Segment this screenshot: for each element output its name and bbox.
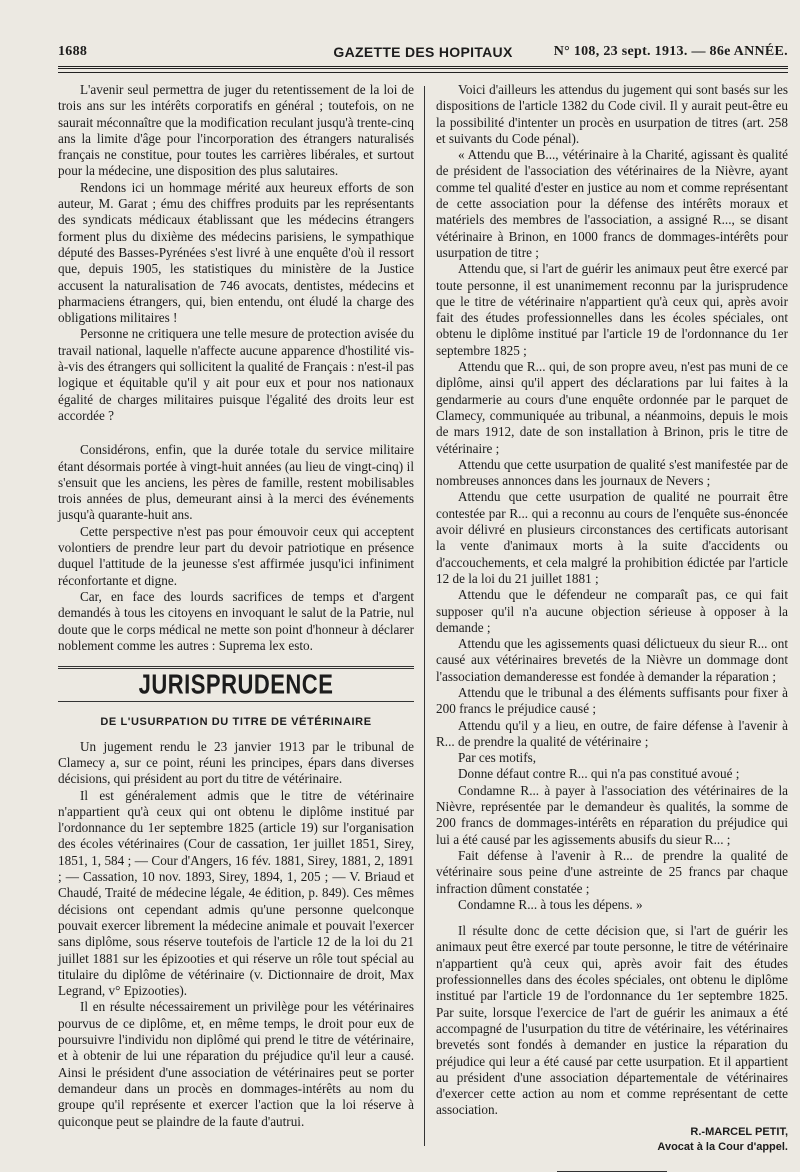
paragraph: Par ces motifs, xyxy=(458,750,537,766)
paragraph: Attendu que, si l'art de guérir les animaux peut être exercé par toute personne, il est unanimement reconnu par la jurisprudence que le titre de vétérinaire n'appartient qu'à ceux qui, après avoir fait des études professionnelles dans les écoles spéciales, ont obtenu le diplôme institué par l'article 19 de l'ordonnance du 1er septembre 1825 ; xyxy=(436,261,788,358)
paragraph: « Attendu que B..., vétérinaire à la Charité, agissant ès qualité de président de l'association des vétérinaires de la Nièvre, ayant comme tel qualité d'ester en justice au nom et comme représentant de cette association pour la défense des intérêts moraux et matériels des membres de l'association, a assigné R..., se disant vétérinaire à Brinon, en 1000 francs de dommages-intérêts pour usurpation de titre ; xyxy=(436,147,788,260)
paragraph: Attendu que le tribunal a des éléments suffisants pour fixer à 200 francs le préjudice causé ; xyxy=(436,684,788,717)
paragraph: Attendu qu'il y a lieu, en outre, de faire défense à l'avenir à R... de prendre la qualité de vétérinaire ; xyxy=(436,717,788,749)
paragraph: Il résulte donc de cette décision que, si l'art de guérir les animaux peut être exercé par toute personne, le titre de vétérinaire n'appartient qu'à ceux qui, après avoir fait des études professionnelles dans des écoles spéciales, ont obtenu le diplôme institué par l'article 19 de l'ordonnance du 1er septembre 1825. Par suite, lorsque l'exercice de l'art de guérir les animaux a été accompagné de l'usurpation du titre de vétérinaire, les vétérinaires brevetés sont fondés à demander en justice la réparation du préjudice qui leur a été causé par cette usurpation. Et il appartient au président d'une association départementale de vétérinaires d'exercer cette action au nom et comme représentant de cette association. xyxy=(436,923,788,1118)
paragraph: Attendu que cette usurpation de qualité s'est manifestée par de nombreuses annonces dans les journaux de Nevers ; xyxy=(436,456,788,489)
page-number: 1688 xyxy=(58,44,88,59)
paragraph: Voici d'ailleurs les attendus du jugement qui sont basés sur les dispositions de l'article 1382 du Code civil. Il y aurait peut-être eu la possibilité d'intenter un procès en usurpation de titres (art. 258 et suivants du Code pénal). xyxy=(436,82,788,146)
left-column xyxy=(58,82,414,1130)
right-column xyxy=(436,82,788,1172)
column-divider xyxy=(424,86,425,1146)
paragraph: Attendu que le défendeur ne comparaît pas, ce qui fait supposer qu'il n'a aucune objection sérieuse à opposer à la demande ; xyxy=(436,587,788,635)
author-role: Avocat à la Cour d'appel. xyxy=(657,1140,788,1153)
paragraph: Il en résulte nécessairement un privilège pour les vétérinaires pourvus de ce diplôme, et, en même temps, le droit pour eux de poursuivre l'individu non diplômé qui prend le titre de vétérinaire, et à obtenir de lui une réparation du préjudice qu'il leur a causé. Ainsi le président d'une association de vétérinaires peut se porter demandeur dans un procès en dommages-intérêts au nom du groupe qu'il représente et exercer l'action que la loi réserve à quiconque peut se plaindre de la faute d'autrui. xyxy=(58,999,414,1129)
paragraph: Condamne R... à payer à l'association des vétérinaires de la Nièvre, représentée par le demandeur ès qualités, la somme de 200 francs de dommages-intérêts en réparation du préjudice qui lui a été causé par les agissements abusifs du sieur R... ; xyxy=(436,782,788,847)
paragraph: Donne défaut contre R... qui n'a pas constitué avoué ; xyxy=(458,766,740,782)
issue-info: N° 108, 23 sept. 1913. — 86e ANNÉE. xyxy=(553,44,788,59)
paragraph: Attendu que R... qui, de son propre aveu, n'est pas muni de ce diplôme, ainsi qu'il appert des déclarations par lui faites à la gendarmerie au cours d'une enquête ordonnée par le parquet de Clamecy, communiquée au tribunal, a néanmoins, depuis le mois de mars 1912, date de son installation à Brinon, pris le titre de vétérinaire ; xyxy=(436,359,788,456)
page-header xyxy=(58,42,788,64)
paragraph: Rendons ici un hommage mérité aux heureux efforts de son auteur, M. Garat ; ému des chiffres produits par les représentants des syndicats médicaux établissant que les médecins étrangers forment plus du dixième des médecins parisiens, le sympathique député des Basses-Pyrénées s'est livré à une enquête d'où il ressort que, depuis 1905, les statistiques du ministère de la Justice accusent la naturalisation de 746 avocats, dentistes, médecins et pharmaciens étrangers, qui, bien entendu, ont éludé la charge des obligations militaires ! xyxy=(58,179,414,326)
paragraph: Car, en face des lourds sacrifices de temps et d'argent demandés à tous les citoyens en invoquant le salut de la Patrie, nul doute que le corps médical ne mette son point d'honneur à déclarer noblement comme les autres : Suprema lex esto. xyxy=(58,588,414,653)
paragraph: Personne ne critiquera une telle mesure de protection avisée du travail national, laquelle n'affecte aucune apparence d'hostilité vis-à-vis des étrangers qui sollicitent la qualité de Français : n'est-il pas logique et équitable qu'il y ait pour eux et pour nos nationaux égalité de charges militaires puisque l'égalité des droits leur est accordée ? xyxy=(58,326,414,423)
paragraph: Attendu que cette usurpation de qualité ne pourrait être contestée par R... qui a reconnu au cours de l'enquête sus-énoncée avoir délivré en plusieurs circonstances des certificats autorisant la vente d'animaux morts à la suite d'accidents ou d'accouchements, et cela malgré la prohibition édictée par l'article 12 de la loi du 21 juillet 1881 ; xyxy=(436,489,788,586)
signature xyxy=(436,1125,788,1155)
paragraph: Il est généralement admis que le titre de vétérinaire n'appartient qu'à ceux qui ont obtenu le diplôme institué par l'ordonnance du 1er septembre 1825 (article 19) sur l'organisation des écoles vétérinaires (Cour de cassation, 1er juillet 1851, Sirey, 1851, 1, 584 ; — Cour d'Angers, 16 fév. 1881, Sirey, 1881, 2, 1891 ; — Cassation, 10 nov. 1893, Sirey, 1894, 1, 205 ; — V. Briaud et Chaudé, Traité de médecine légale, 4e édition, p. 849). Ces mêmes décisions ont cependant admis qu'une personne quelconque pouvait exercer librement la médecine animale et pouvait l'exercer sans diplôme, sous réserve toutefois de l'article 12 de la loi du 21 juillet 1881 sur les épizooties et qui réserve un rôle tout spécial au titulaire du diplôme de vétérinaire (v. Dictionnaire de droit, Max Legrand, v° Epizooties). xyxy=(58,787,414,999)
section-title: JURISPRUDENCE xyxy=(138,668,334,701)
paragraph: Considérons, enfin, que la durée totale du service militaire étant désormais portée à vingt-huit années (au lieu de vingt-cinq) il s'ensuit que les anciens, les pères de famille, restent mobilisables trois années de plus, demeurant ainsi à la merci des événements jusqu'à quarante-huit ans. xyxy=(58,442,414,523)
paragraph: Condamne R... à tous les dépens. » xyxy=(458,896,643,912)
header-rule xyxy=(58,66,788,69)
header-rule-thin xyxy=(58,72,788,73)
subsection-title: DE L'USURPATION DU TITRE DE VÉTÉRINAIRE xyxy=(100,716,372,729)
paragraph: Cette perspective n'est pas pour émouvoir ceux qui acceptent volontiers de prendre leur part du devoir patriotique en présence duquel l'attitude de la jeunesse s'est affirmée jusqu'ici infiniment réconfortante et digne. xyxy=(58,523,414,588)
paragraph: L'avenir seul permettra de juger du retentissement de la loi de trois ans sur les intérêts corporatifs en général ; toutefois, on ne saurait méconnaître que la modification reculant jusqu'à trente-cinq ans la limite d'âge pour l'incorporation des étrangers naturalisés français ne constitue, pour toutes les carrières libérales, et surtout pour la médecine, une disposition des plus salutaires. xyxy=(58,82,414,179)
title-rule xyxy=(58,701,414,702)
journal-title: GAZETTE DES HOPITAUX xyxy=(333,44,513,60)
paragraph: Fait défense à l'avenir à R... de prendre la qualité de vétérinaire sous peine d'une astreinte de 25 francs par chaque infraction dûment constatée ; xyxy=(436,847,788,896)
paragraph: Un jugement rendu le 23 janvier 1913 par le tribunal de Clamecy a, sur ce point, réuni les principes, épars dans diverses décisions, qui président au port du titre de vétérinaire. xyxy=(58,738,414,787)
author-name: R.-MARCEL PETIT, xyxy=(690,1125,788,1138)
paragraph: Attendu que les agissements quasi délictueux du sieur R... ont causé aux vétérinaires brevetés de la Nièvre un dommage dont l'association demanderesse est fondée à demander la réparation ; xyxy=(436,636,788,684)
